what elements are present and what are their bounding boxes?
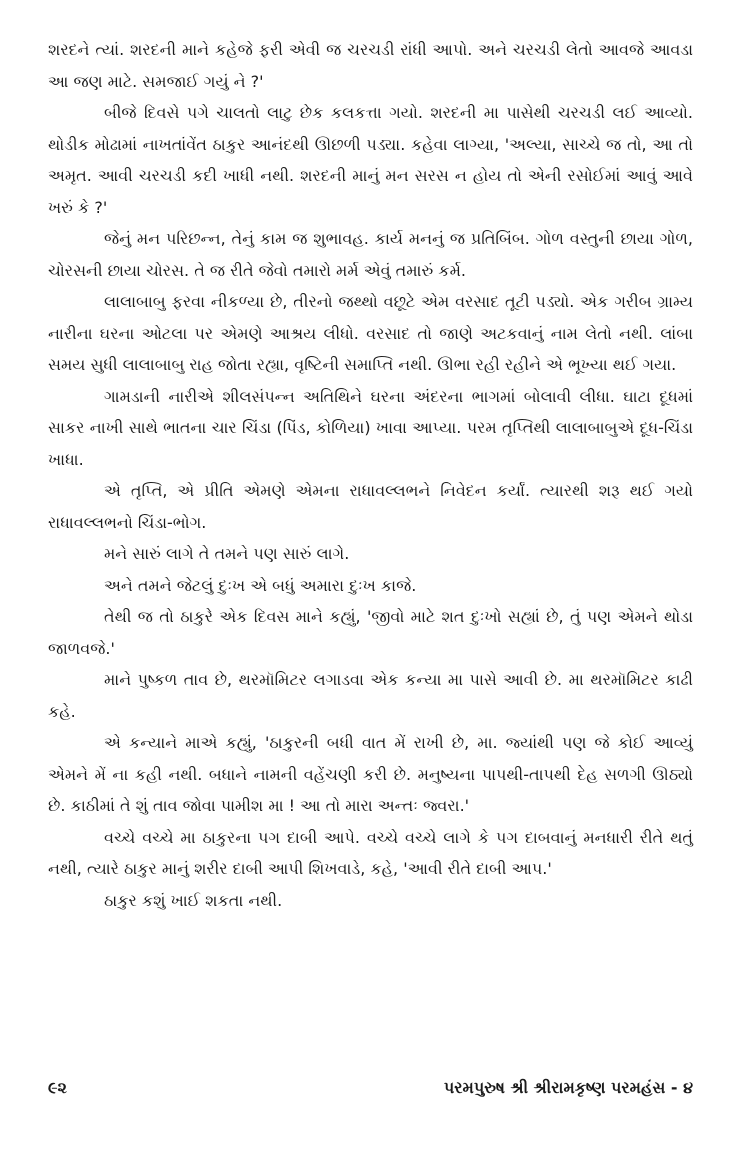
page-footer (48, 1078, 693, 1098)
paragraph: એ તૃપ્તિ, એ પ્રીતિ એમણે એમના રાધાવલ્લભને નિવેદન કર્યાં. ત્યારથી શરૂ થઈ ગયો રાધાવલ્લભનો ચિંડા-ભોગ. (48, 481, 693, 532)
page-number: ૯૨ (48, 1078, 67, 1097)
paragraph: મને સારું લાગે તે તમને પણ સારું લાગે. (104, 544, 350, 563)
paragraph: તેથી જ તો ઠાકુરે એક દિવસ માને કહ્યું, 'જીવો માટે શત દુઃખો સહ્યાં છે, તું પણ એમને થોડા જાળવજે.' (48, 607, 693, 658)
paragraph: માને પુષ્કળ તાવ છે, થરમૉમિટર લગાડવા એક કન્યા મા પાસે આવી છે. મા થરમૉમિટર કાઢી કહે. (48, 670, 693, 721)
paragraph: શરદને ત્યાં. શરદની માને કહેજે ફરી એવી જ ચરચડી રાંધી આપો. અને ચરચડી લેતો આવજે આવડા આ જણ માટે. સમજાઈ ગયું ને ?' (48, 40, 693, 91)
paragraph: જેનું મન પરિછન્ન, તેનું કામ જ શુભાવહ. કાર્ય મનનું જ પ્રતિબિંબ. ગોળ વસ્તુની છાયા ગોળ, ચોરસની છાયા ચોરસ. તે જ રીતે જેવો તમારો મર્મ એવું તમારું કર્મ. (48, 229, 693, 280)
paragraph: બીજે દિવસે પગે ચાલતો લાટુ છેક કલકત્તા ગયો. શરદની મા પાસેથી ચરચડી લઈ આવ્યો. થોડીક મોઢામાં નાખતાંવેંત ઠાકુર આનંદથી ઊછળી પડ્યા. કહેવા લાગ્યા, 'અલ્યા, સાચ્ચે જ તો, આ તો અમૃત. આવી ચરચડી કદી ખાધી નથી. શરદની માનું મન સરસ ન હોય તો એની રસોઈમાં આવું આવે ખરું કે ?' (48, 103, 693, 217)
paragraph: વચ્ચે વચ્ચે મા ઠાકુરના પગ દાબી આપે. વચ્ચે વચ્ચે લાગે કે પગ દાબવાનું મનધારી રીતે થતું નથી, ત્યારે ઠાકુર માનું શરીર દાબી આપી શિખવાડે, કહે, 'આવી રીતે દાબી આપ.' (48, 827, 693, 878)
paragraph: એ કન્યાને માએ કહ્યું, 'ઠાકુરની બધી વાત મેં રાખી છે, મા. જ્યાંથી પણ જે કોઈ આવ્યું એમને મેં ના કહી નથી. બધાને નામની વહેંચણી કરી છે. મનુષ્યના પાપથી-તાપથી દેહ સળગી ઊઠ્યો છે. કાઠીમાં તે શું તાવ જોવા પામીશ મા ! આ તો મારા અન્તઃ જ્વરા.' (48, 733, 693, 815)
running-footer-book-title: પરમપુરુષ શ્રી શ્રીરામકૃષ્ણ પરમહંસ - ૪ (443, 1078, 693, 1097)
paragraph: અને તમને જેટલું દુઃખ એ બધું અમારા દુઃખ કાજે. (104, 575, 417, 595)
paragraph: ઠાકુર કશું ખાઈ શકતા નથી. (104, 890, 283, 910)
paragraph: ગામડાની નારીએ શીલસંપન્ન અતિથિને ઘરના અંદરના ભાગમાં બોલાવી લીધા. ઘાટા દૂધમાં સાકર નાખી સાથે ભાતના ચાર ચિંડા (પિંડ, કોળિયા) ખાવા આપ્યા. પરમ તૃપ્તિથી લાલાબાબુએ દૂધ-ચિંડા ખાધા. (48, 386, 693, 469)
page-body-text (48, 34, 693, 916)
paragraph: લાલાબાબુ ફરવા નીકળ્યા છે, તીરનો જથ્થો વછૂટે એમ વરસાદ તૂટી પડ્યો. એક ગરીબ ગ્રામ્ય નારીના ઘરના ઓટલા પર એમણે આશ્રય લીધો. વરસાદ તો જાણે અટકવાનું નામ લેતો નથી. લાંબા સમય સુધી લાલાબાબુ રાહ જોતા રહ્યા, વૃષ્ટિની સમાપ્તિ નથી. ઊભા રહી રહીને એ ભૂખ્યા થઈ ગયા. (48, 292, 693, 374)
